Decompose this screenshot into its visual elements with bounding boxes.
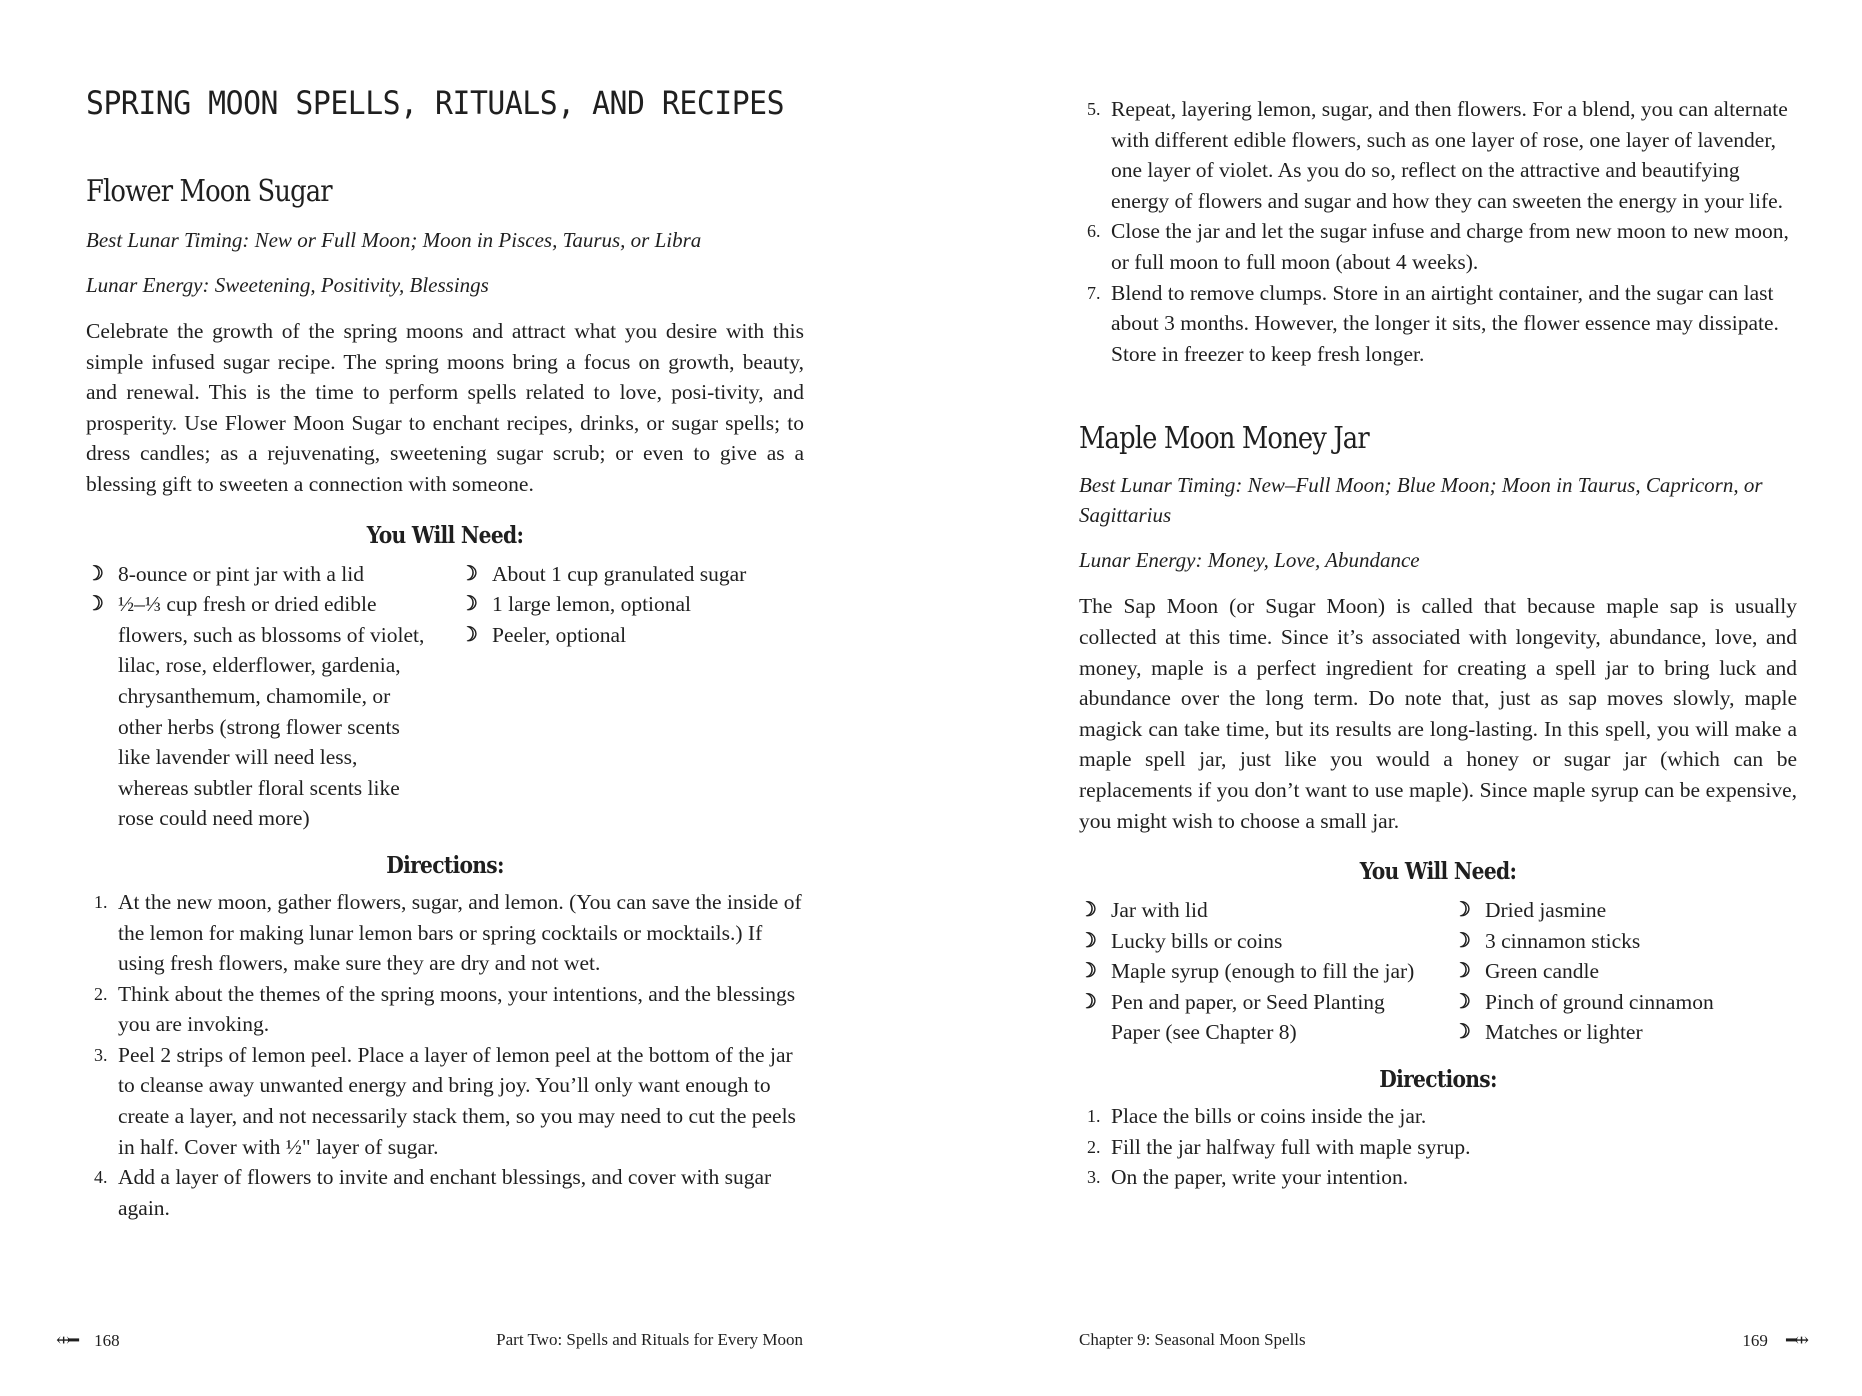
lunar-energy: Lunar Energy: Money, Love, Abundance — [1079, 548, 1420, 573]
recipe-intro: Celebrate the growth of the spring moons and attract what you desire with this simple infused sugar recipe. The spring moons bring a focus on growth, beauty, and renewal. This is the time to perform spells related to love, posi-tivity, and prosperity. Use Flower Moon Sugar to enchant recipes, drinks, or sugar spells; to dress candles; as a rejuvenating, sweetening sugar scrub; or even to give as a blessing gift to sweeten a connection with someone. — [86, 319, 804, 496]
maple-moon-money-jar-recipe — [1079, 94, 1797, 1193]
crescent-moon-icon: ☽ — [1453, 960, 1471, 983]
crescent-moon-icon: ☽ — [460, 562, 478, 585]
directions-list-continued — [1079, 94, 1797, 369]
flower-moon-sugar-recipe — [86, 174, 804, 1223]
direction-step: 2. Fill the jar halfway full with maple syrup. — [1087, 1134, 1471, 1159]
list-item: ☽ Dried jasmine — [1453, 895, 1793, 926]
recipe-intro: The Sap Moon (or Sugar Moon) is called that because maple sap is usually collected at this time. Since it’s associated with longevity, abundance, love, and money, maple is a perfect ingredient for creating a spell jar to bring luck and abundance over the long term. Do note that, just as sap moves slowly, maple magick can take time, but its results are long-lasting. In this spell, you will make a maple spell jar, just like you would a honey or sugar jar (which can be replacements if you don’t want to use maple). Since maple syrup can be expensive, you might wish to choose a small jar. — [1079, 594, 1797, 833]
ingredients-column-1 — [1079, 895, 1419, 1048]
ingredients-column-2 — [460, 559, 800, 834]
arrow-ornament-icon: ⇹━ — [56, 1330, 76, 1350]
crescent-moon-icon: ☽ — [1079, 899, 1097, 922]
direction-step: 1. Place the bills or coins inside the jar. — [1087, 1104, 1427, 1129]
crescent-moon-icon: ☽ — [1453, 929, 1471, 952]
directions-list — [86, 887, 804, 1224]
list-item: ☽ Peeler, optional — [460, 620, 800, 651]
list-item: ☽ 3 cinnamon sticks — [1453, 926, 1793, 957]
list-item: ☽ Jar with lid — [1079, 895, 1419, 926]
direction-step: 4. Add a layer of flowers to invite and enchant blessings, and cover with sugar again. — [94, 1165, 772, 1220]
ingredients-column-1 — [86, 559, 426, 834]
list-item: ☽ 8-ounce or pint jar with a lid — [86, 559, 426, 590]
lunar-energy: Lunar Energy: Sweetening, Positivity, Blessings — [86, 273, 489, 297]
section-title: SPRING MOON SPELLS, RITUALS, AND RECIPES — [86, 84, 785, 122]
crescent-moon-icon: ☽ — [86, 593, 104, 616]
ingredients-list — [1079, 895, 1797, 1048]
direction-step: 1. At the new moon, gather flowers, sugar, and lemon. (You can save the inside of the lemon for making lunar lemon bars or spring cocktails or mocktails.) If using fresh flowers, make sure they are dry and not wet. — [94, 889, 802, 976]
direction-step: 2. Think about the themes of the spring moons, your intentions, and the blessings you are invoking. — [94, 981, 796, 1037]
right-page — [931, 0, 1862, 1396]
direction-step: 6. Close the jar and let the sugar infuse and charge from new moon to new moon, or full moon to full moon (about 4 weeks). — [1087, 219, 1789, 274]
crescent-moon-icon: ☽ — [460, 593, 478, 616]
crescent-moon-icon: ☽ — [1079, 990, 1097, 1013]
list-item: ☽ Pen and paper, or Seed Planting Paper (see Chapter 8) — [1079, 987, 1419, 1048]
direction-step: 3. Peel 2 strips of lemon peel. Place a layer of lemon peel at the bottom of the jar to cleanse away unwanted energy and bring joy. You’ll only want enough to create a layer, and not necessarily stack them, so you may need to cut the peels in half. Cover with ½" layer of sugar. — [94, 1042, 796, 1159]
right-running-head: Chapter 9: Seasonal Moon Spells — [1079, 1330, 1306, 1349]
crescent-moon-icon: ☽ — [1079, 960, 1097, 983]
list-item: ☽ ½–⅓ cup fresh or dried edible flowers, such as blossoms of violet, lilac, rose, elderflower, gardenia, chrysanthemum, chamomile, or other herbs (strong flower scents like lavender will need less, whereas subtler floral scents like rose could need more) — [86, 589, 426, 834]
crescent-moon-icon: ☽ — [1079, 929, 1097, 952]
crescent-moon-icon: ☽ — [86, 562, 104, 585]
list-item: ☽ Maple syrup (enough to fill the jar) — [1079, 956, 1419, 987]
crescent-moon-icon: ☽ — [1453, 990, 1471, 1013]
recipe-title: Flower Moon Sugar — [86, 174, 332, 209]
left-footer-page-number: ⇹━ 168 — [56, 1330, 120, 1350]
crescent-moon-icon: ☽ — [1453, 899, 1471, 922]
crescent-moon-icon: ☽ — [460, 623, 478, 646]
ingredients-column-2 — [1453, 895, 1793, 1048]
list-item: ☽ Lucky bills or coins — [1079, 926, 1419, 957]
list-item: ☽ Pinch of ground cinnamon — [1453, 987, 1793, 1018]
arrow-ornament-icon: ━⇹ — [1786, 1330, 1806, 1350]
crescent-moon-icon: ☽ — [1453, 1021, 1471, 1044]
direction-step: 5. Repeat, layering lemon, sugar, and then flowers. For a blend, you can alternate with different edible flowers, such as one layer of rose, one layer of lavender, one layer of violet. As you do so, reflect on the attractive and beautifying energy of flowers and sugar and how they can sweeten the energy in your life. — [1087, 97, 1788, 213]
lunar-timing: Best Lunar Timing: New–Full Moon; Blue Moon; Moon in Taurus, Capricorn, or Sagittarius — [1079, 473, 1763, 528]
direction-step: 3. On the paper, write your intention. — [1087, 1165, 1409, 1190]
left-running-head: Part Two: Spells and Rituals for Every Moon — [496, 1330, 803, 1349]
you-will-need-heading: You Will Need: — [366, 521, 524, 549]
right-footer-page-number: 169 ━⇹ — [1742, 1330, 1806, 1350]
directions-heading: Directions: — [386, 851, 504, 879]
you-will-need-heading: You Will Need: — [1359, 858, 1517, 886]
directions-list — [1079, 1101, 1797, 1193]
list-item: ☽ Matches or lighter — [1453, 1017, 1793, 1048]
list-item: ☽ About 1 cup granulated sugar — [460, 559, 800, 590]
list-item: ☽ Green candle — [1453, 956, 1793, 987]
list-item: ☽ 1 large lemon, optional — [460, 589, 800, 620]
directions-heading: Directions: — [1379, 1066, 1497, 1094]
ingredients-list — [86, 559, 804, 834]
recipe-title: Maple Moon Money Jar — [1079, 421, 1369, 457]
lunar-timing: Best Lunar Timing: New or Full Moon; Moon in Pisces, Taurus, or Libra — [86, 228, 702, 252]
direction-step: 7. Blend to remove clumps. Store in an airtight container, and the sugar can last about 3 months. However, the longer it sits, the flower essence may dissipate. Store in freezer to keep fresh longer. — [1087, 280, 1779, 366]
